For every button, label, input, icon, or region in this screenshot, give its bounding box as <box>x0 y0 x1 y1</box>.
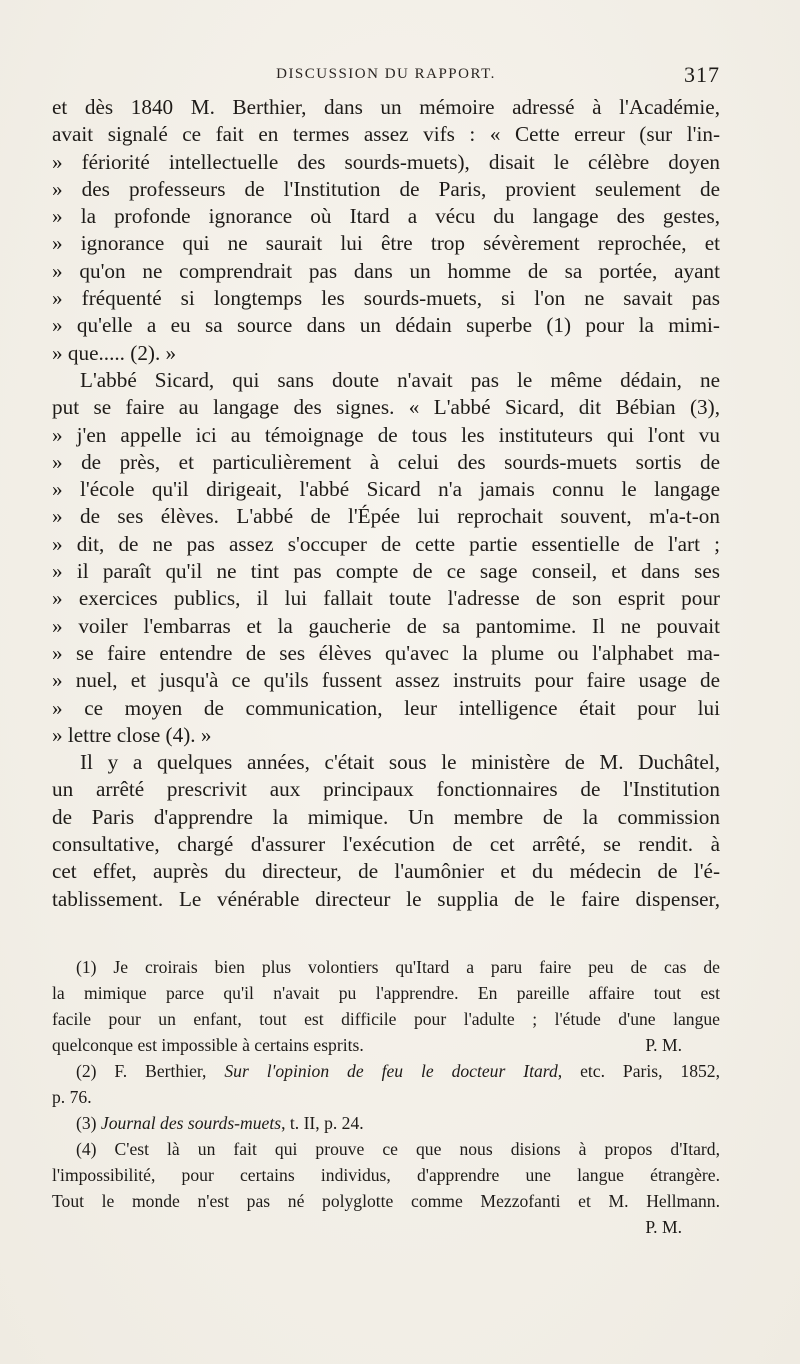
body-line: avait signalé ce fait en termes assez vifs : « Cette erreur (sur l'in- <box>52 122 720 147</box>
body-line: cet effet, auprès du directeur, de l'aumônier et du médecin de l'é- <box>52 859 720 884</box>
footnote-2-page: p. 76. <box>52 1087 92 1107</box>
footnote-2-suffix: , etc. Paris, 1852, <box>557 1061 720 1081</box>
footnote-2-title: Sur l'opinion de feu le docteur Itard <box>224 1061 558 1081</box>
footnote-3-suffix: , t. II, p. 24. <box>281 1113 364 1133</box>
body-line: » des professeurs de l'Institution de Paris, provient seulement de <box>52 176 720 201</box>
body-line: consultative, chargé d'assurer l'exécution de cet arrêté, se rendit. à <box>52 832 720 857</box>
body-line: » lettre close (4). » <box>52 722 212 747</box>
footnote-4-line: (4) C'est là un fait qui prouve ce que nous disions à propos d'Itard, <box>76 1139 720 1159</box>
footnote-4-signature: P. M. <box>645 1217 682 1237</box>
body-line: put se faire au langage des signes. « L'abbé Sicard, dit Bébian (3), <box>52 395 720 420</box>
body-line: » fériorité intellectuelle des sourds-muets), disait le célèbre doyen <box>52 149 720 174</box>
body-line: tablissement. Le vénérable directeur le supplia de le faire dispenser, <box>52 886 720 911</box>
footnote-4-line: Tout le monde n'est pas né polyglotte comme Mezzofanti et M. Hellmann. <box>52 1191 720 1211</box>
footnote-1-line: (1) Je croirais bien plus volontiers qu'Itard a paru faire peu de cas de <box>76 957 720 977</box>
body-line: » que..... (2). » <box>52 340 177 365</box>
body-line: » ignorance qui ne saurait lui être trop sévèrement reprochée, et <box>52 231 720 256</box>
body-line: » qu'on ne comprendrait pas dans un homme de sa portée, ayant <box>52 258 720 283</box>
body-line: » exercices publics, il lui fallait toute l'adresse de son esprit pour <box>52 586 720 611</box>
footnote-1-last-line <box>52 1032 720 1058</box>
body-line: » ce moyen de communication, leur intelligence était pour lui <box>52 695 720 720</box>
body-line: » il paraît qu'il ne tint pas compte de ce sage conseil, et dans ses <box>52 559 720 584</box>
body-line: » qu'elle a eu sa source dans un dédain superbe (1) pour la mimi- <box>52 313 720 338</box>
body-line: et dès 1840 M. Berthier, dans un mémoire adressé à l'Académie, <box>52 95 720 119</box>
footnote-3-title: Journal des sourds-muets <box>100 1113 282 1133</box>
body-line: Il y a quelques années, c'était sous le ministère de M. Duchâtel, <box>80 750 720 775</box>
footnote-1-line: la mimique parce qu'il n'avait pu l'apprendre. En pareille affaire tout est <box>52 983 720 1003</box>
body-line: de Paris d'apprendre la mimique. Un membre de la commission <box>52 804 720 829</box>
body-line: L'abbé Sicard, qui sans doute n'avait pas le même dédain, ne <box>80 367 720 392</box>
footnote-1-line: facile pour un enfant, tout est difficile pour l'adulte ; l'étude d'une langue <box>52 1009 720 1029</box>
footnote-1-signature: P. M. <box>645 1035 682 1055</box>
body-line: » la profonde ignorance où Itard a vécu du langage des gestes, <box>52 204 720 229</box>
body-line: » de ses élèves. L'abbé de l'Épée lui reprochait souvent, m'a-t-on <box>52 504 720 529</box>
body-line: » se faire entendre de ses élèves qu'avec la plume ou l'alphabet ma- <box>52 640 720 665</box>
footnote-1-text-end: quelconque est impossible à certains esprits. <box>52 1035 364 1055</box>
body-line: un arrêté prescrivit aux principaux fonctionnaires de l'Institution <box>52 777 720 802</box>
body-line: » fréquenté si longtemps les sourds-muets, si l'on ne savait pas <box>52 286 720 311</box>
running-title: DISCUSSION DU RAPPORT. <box>276 66 496 82</box>
body-text <box>52 94 720 913</box>
footnote-3-line <box>52 1110 720 1136</box>
footnote-2-prefix: (2) F. Berthier, <box>76 1061 225 1081</box>
body-line: » j'en appelle ici au témoignage de tous les instituteurs qui l'ont vu <box>52 422 720 447</box>
running-head <box>52 60 720 88</box>
footnote-3-prefix: (3) <box>76 1113 101 1133</box>
body-line: » l'école qu'il dirigeait, l'abbé Sicard n'a jamais connu le langage <box>52 477 720 502</box>
page-number: 317 <box>684 62 720 87</box>
footnotes <box>52 954 720 1240</box>
body-line: » dit, de ne pas assez s'occuper de cette partie essentielle de l'art ; <box>52 531 720 556</box>
footnote-2-line <box>52 1058 720 1084</box>
body-line: » voiler l'embarras et la gaucherie de sa pantomime. Il ne pouvait <box>52 613 720 638</box>
footnote-4-line: l'impossibilité, pour certains individus, d'apprendre une langue étrangère. <box>52 1165 720 1185</box>
body-line: » de près, et particulièrement à celui des sourds-muets sortis de <box>52 449 720 474</box>
body-line: » nuel, et jusqu'à ce qu'ils fussent assez instruits pour faire usage de <box>52 668 720 693</box>
